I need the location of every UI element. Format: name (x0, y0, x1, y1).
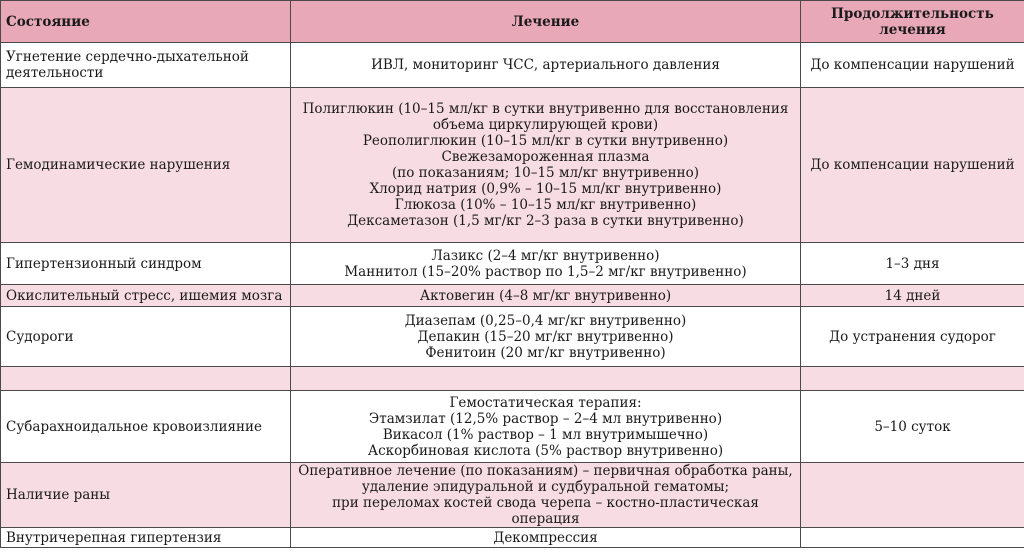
duration-cell: До компенсации нарушений (801, 88, 1024, 243)
treatment-line: Декомпрессия (493, 529, 598, 546)
table-row (1, 88, 1024, 243)
header-duration: Продолжительность лечения (801, 1, 1024, 43)
treatment-line: (по показаниям; 10–15 мл/кг внутривенно) (391, 165, 699, 181)
duration-cell (801, 463, 1024, 528)
header-condition: Состояние (1, 1, 291, 43)
table-row (1, 528, 1024, 548)
treatment-line: Полиглюкин (10–15 мл/кг в сутки внутривенно для восстановления (302, 101, 789, 117)
table-row (1, 463, 1024, 528)
table-row (1, 391, 1024, 463)
header-treatment: Лечение (291, 1, 801, 43)
treatment-line: Оперативное лечение (по показаниям) – первичная обработка раны, (298, 463, 793, 479)
treatment-cell (291, 463, 801, 528)
treatment-line: Хлорид натрия (0,9% – 10–15 мл/кг внутривенно) (369, 181, 722, 197)
treatment-cell (291, 285, 801, 307)
treatment-cell (291, 243, 801, 285)
treatment-cell (291, 43, 801, 88)
treatment-line: Дексаметазон (1,5 мг/кг 2–3 раза в сутки внутривенно) (347, 213, 744, 229)
condition-cell: Субарахноидальное кровоизлияние (1, 391, 291, 463)
table-row (1, 367, 1024, 391)
duration-cell: 5–10 суток (801, 391, 1024, 463)
treatment-cell (291, 391, 801, 463)
table-row (1, 307, 1024, 367)
treatment-cell (291, 88, 801, 243)
treatment-line: удаление эпидуральной и судбуральной гематомы; (361, 479, 730, 495)
header-row (1, 1, 1024, 43)
duration-cell: До устранения судорог (801, 307, 1024, 367)
treatment-line: при переломах костей свода черепа – костно-пластическая операция (332, 495, 759, 527)
treatment-line: Фенитоин (20 мг/кг внутривенно) (425, 344, 666, 361)
condition-cell: Судороги (1, 307, 291, 367)
duration-cell (801, 367, 1024, 391)
duration-cell: 14 дней (801, 285, 1024, 307)
table-row (1, 285, 1024, 307)
treatment-line: объема циркулирующей крови) (432, 117, 659, 133)
duration-cell: До компенсации нарушений (801, 43, 1024, 88)
treatment-line: Викасол (1% раствор – 1 мл внутримышечно) (382, 426, 709, 443)
condition-cell: Угнетение сердечно-дыхательной деятельности (1, 43, 291, 88)
treatment-line: Аскорбиновая кислота (5% раствор внутривенно) (367, 442, 724, 459)
treatment-line: Депакин (15–20 мг/кг внутривенно) (417, 328, 674, 345)
condition-cell: Окислительный стресс, ишемия мозга (1, 285, 291, 307)
treatment-line: Актовегин (4–8 мг/кг внутривенно) (419, 287, 672, 304)
treatment-line: Этамзилат (12,5% раствор – 2–4 мл внутривенно) (368, 410, 723, 427)
table-body (1, 43, 1024, 548)
duration-cell (801, 528, 1024, 548)
condition-cell: Гипертензионный синдром (1, 243, 291, 285)
treatment-line: Глюкоза (10% – 10–15 мл/кг внутривенно) (394, 197, 697, 213)
condition-cell (1, 367, 291, 391)
treatment-line: Реополиглюкин (10–15 мл/кг в сутки внутривенно) (362, 133, 729, 149)
treatment-line: Лазикс (2–4 мг/кг внутривенно) (431, 247, 660, 264)
treatment-line: Свежезамороженная плазма (441, 149, 650, 165)
treatment-line: ИВЛ, мониторинг ЧСС, артериального давления (371, 57, 720, 73)
treatment-line: Диазепам (0,25–0,4 мг/кг внутривенно) (404, 312, 687, 329)
duration-cell: 1–3 дня (801, 243, 1024, 285)
treatment-cell (291, 528, 801, 548)
treatment-line: Гемостатическая терапия: (449, 394, 642, 411)
condition-cell: Гемодинамические нарушения (1, 88, 291, 243)
condition-cell: Наличие раны (1, 463, 291, 528)
treatment-cell (291, 367, 801, 391)
table-row (1, 243, 1024, 285)
condition-cell: Внутричерепная гипертензия (1, 528, 291, 548)
table-row (1, 43, 1024, 88)
treatment-line: Маннитол (15–20% раствор по 1,5–2 мг/кг внутривенно) (344, 263, 747, 280)
treatment-cell (291, 307, 801, 367)
